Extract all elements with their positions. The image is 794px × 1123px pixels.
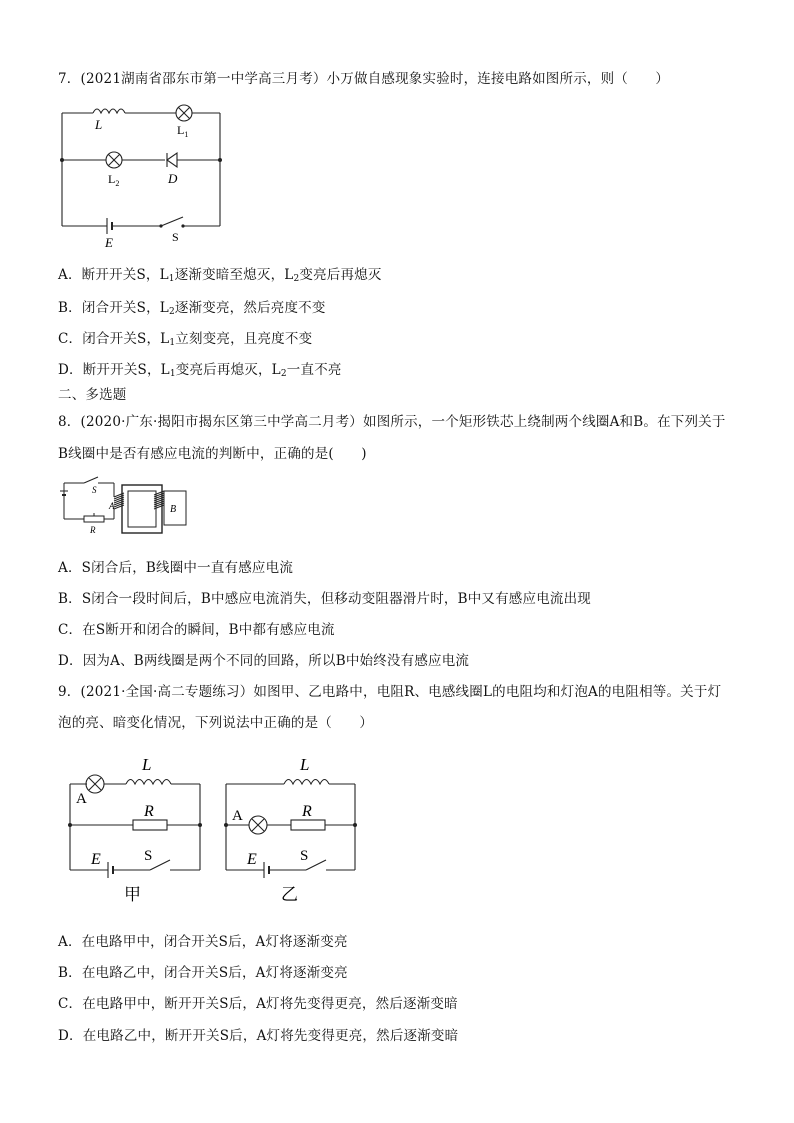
q8-option-a: A．S闭合后，B线圈中一直有感应电流 <box>58 560 294 576</box>
q9-yi-label-R: R <box>302 803 312 820</box>
q7-label-L2: L <box>108 172 116 186</box>
q9-jia-caption: 甲 <box>124 885 141 904</box>
q7-option-d: D．断开开关S，$L_1$变亮后再熄灭，$L_2$一直不亮 <box>58 362 342 379</box>
q9-stem-line2: 泡的亮、暗变化情况，下列说法中正确的是（ ） <box>58 715 374 731</box>
q7-option-c: C．闭合开关S，$L_1$立刻变亮，且亮度不变 <box>58 331 313 348</box>
q9-yi-label-E: E <box>247 851 257 868</box>
q7-stem: 7．(2021湖南省邵东市第一中学高三月考）小万做自感现象实验时，连接电路如图所示，则（ ） <box>58 71 670 87</box>
q9-jia-label-E: E <box>91 851 101 868</box>
q7-label-S: S <box>172 230 179 244</box>
q9-option-b: B．在电路乙中，闭合开关S后，A灯将逐渐变亮 <box>58 965 348 981</box>
q9-circuit-jia <box>62 752 212 907</box>
q9-option-c: C．在电路甲中，断开开关S后，A灯将先变得更亮，然后逐渐变暗 <box>58 996 458 1012</box>
q9-circuit-yi <box>218 752 368 907</box>
q9-yi-label-S: S <box>300 848 309 864</box>
q7-label-L: L <box>95 117 103 132</box>
q9-jia-label-A: A <box>76 791 87 807</box>
q8-label-B: B <box>170 504 177 515</box>
q7-option-a: A．断开开关S，$L_1$逐渐变暗至熄灭，$L_2$变亮后再熄灭 <box>58 267 382 284</box>
q7-option-b: B．闭合开关S，$L_2$逐渐变亮，然后亮度不变 <box>58 300 326 317</box>
q9-yi-label-L: L <box>300 755 310 774</box>
q8-option-d: D．因为A、B两线圈是两个不同的回路，所以B中始终没有感应电流 <box>58 653 470 669</box>
q9-jia-label-R: R <box>144 803 154 820</box>
q8-stem-line2: B线圈中是否有感应电流的判断中，正确的是( ) <box>58 446 367 462</box>
q8-label-R: R <box>90 525 96 535</box>
q7-label-D: D <box>168 171 178 186</box>
q7-label-E: E <box>105 235 113 248</box>
q8-stem-line1: 8．(2020·广东·揭阳市揭东区第三中学高二月考）如图所示，一个矩形铁芯上绕制两个线圈A和B。在下列关于 <box>58 414 726 430</box>
q9-jia-label-S: S <box>144 848 153 864</box>
svg-text:L2 <box>108 172 119 188</box>
q9-stem-line1: 9．(2021·全国·高二专题练习）如图甲、乙电路中，电阻R、电感线圈L的电阻均和灯泡A的电阻相等。关于灯 <box>58 684 722 700</box>
q9-jia-label-L: L <box>142 755 152 774</box>
q8-label-S: S <box>92 485 97 495</box>
q8-circuit-figure <box>56 475 196 545</box>
svg-text:L1 <box>177 123 188 139</box>
q7-label-L1: L <box>177 123 185 137</box>
q8-option-c: C．在S断开和闭合的瞬间，B中都有感应电流 <box>58 622 335 638</box>
q7-label-L2-sub: 2 <box>115 179 120 188</box>
q8-option-b: B．S闭合一段时间后，B中感应电流消失，但移动变阻器滑片时，B中又有感应电流出现 <box>58 591 592 607</box>
q7-label-L1-sub: 1 <box>184 130 189 139</box>
q7-circuit-figure <box>55 98 235 248</box>
q9-yi-caption: 乙 <box>281 885 298 904</box>
section-title-multi-choice: 二、多选题 <box>58 387 127 403</box>
q8-label-A: A <box>109 501 115 511</box>
q9-option-a: A．在电路甲中，闭合开关S后，A灯将逐渐变亮 <box>58 934 348 950</box>
q9-yi-label-A: A <box>232 808 243 824</box>
q9-option-d: D．在电路乙中，断开开关S后，A灯将先变得更亮，然后逐渐变暗 <box>58 1028 459 1044</box>
